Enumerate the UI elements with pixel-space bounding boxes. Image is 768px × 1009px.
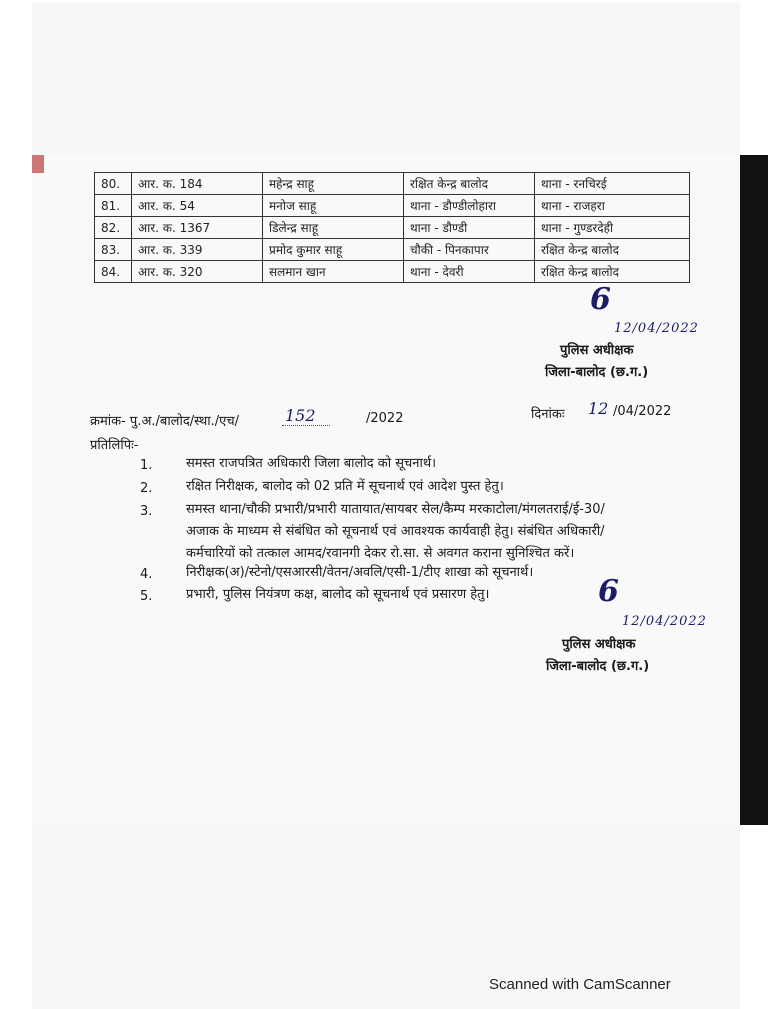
name-cell: मनोज साहू	[263, 195, 404, 217]
table-row	[95, 173, 690, 195]
scanner-watermark: Scanned with CamScanner	[489, 976, 671, 993]
copy-text: रक्षित निरीक्षक, बालोद को 02 प्रति में सूचनार्थ एवं आदेश पुस्त हेतु।	[186, 479, 504, 494]
from-cell: चौकी - पिनकापार	[404, 239, 535, 261]
copy-text: निरीक्षक(अ)/स्टेनो/एसआरसी/वेतन/अवलि/एसी-1/टीए शाखा को सूचनार्थ।	[186, 565, 534, 580]
serial-cell: 82.	[95, 217, 132, 239]
copy-text: समस्त थाना/चौकी प्रभारी/प्रभारी यातायात/सायबर सेल/कैम्प मरकाटोला/मंगलतराई/ई-30/	[186, 502, 605, 517]
name-cell: डिलेन्द्र साहू	[263, 217, 404, 239]
scan-edge-shadow	[740, 155, 768, 825]
copy-number: 2.	[140, 481, 153, 496]
to-cell: रक्षित केन्द्र बालोद	[535, 261, 690, 283]
copy-number: 1.	[140, 458, 153, 473]
signatory-title: पुलिस अधीक्षक	[562, 637, 636, 652]
signatory-district: जिला-बालोद (छ.ग.)	[546, 659, 650, 674]
signatory-title: पुलिस अधीक्षक	[560, 343, 634, 358]
serial-cell: 80.	[95, 173, 132, 195]
order-ref-prefix: क्रमांक- पु.अ./बालोद/स्था./एच/	[90, 414, 239, 429]
rank-cell: आर. क. 54	[132, 195, 263, 217]
table-row	[95, 239, 690, 261]
name-cell: महेन्द्र साहू	[263, 173, 404, 195]
to-cell: रक्षित केन्द्र बालोद	[535, 239, 690, 261]
transfer-table	[94, 172, 690, 283]
name-cell: सलमान खान	[263, 261, 404, 283]
signatory-district: जिला-बालोद (छ.ग.)	[545, 365, 649, 380]
order-date-rest: /04/2022	[613, 404, 672, 419]
ref-blank-line	[282, 424, 330, 426]
copy-text: अजाक के माध्यम से संबंधित को सूचनार्थ एवं आवश्यक कार्यवाही हेतु। संबंधित अधिकारी/	[186, 524, 605, 539]
copy-text: प्रभारी, पुलिस नियंत्रण कक्ष, बालोद को सूचनार्थ एवं प्रसारण हेतु।	[186, 587, 490, 602]
rank-cell: आर. क. 184	[132, 173, 263, 195]
from-cell: थाना - डौण्डीलोहारा	[404, 195, 535, 217]
table-row	[95, 217, 690, 239]
rank-cell: आर. क. 339	[132, 239, 263, 261]
rank-cell: आर. क. 1367	[132, 217, 263, 239]
copy-text: कर्मचारियों को तत्काल आमद/रवानगी देकर रो.सा. से अवगत कराना सुनिश्चित करें।	[186, 546, 575, 561]
to-cell: थाना - गुण्डरदेही	[535, 217, 690, 239]
name-cell: प्रमोद कुमार साहू	[263, 239, 404, 261]
from-cell: थाना - डौण्डी	[404, 217, 535, 239]
signature-date: 12/04/2022	[622, 614, 707, 629]
page-fold-mark	[32, 155, 44, 173]
copy-number: 5.	[140, 589, 153, 604]
order-ref-number: 152	[285, 406, 316, 425]
serial-cell: 83.	[95, 239, 132, 261]
copy-number: 4.	[140, 567, 153, 582]
copy-text: समस्त राजपत्रित अधिकारी जिला बालोद को सूचनार्थ।	[186, 456, 437, 471]
table-row	[95, 261, 690, 283]
table-row	[95, 195, 690, 217]
order-date-day: 12	[588, 399, 609, 418]
signature-mark: 6	[590, 282, 611, 317]
order-date-label: दिनांकः	[531, 407, 565, 422]
from-cell: रक्षित केन्द्र बालोद	[404, 173, 535, 195]
rank-cell: आर. क. 320	[132, 261, 263, 283]
serial-cell: 81.	[95, 195, 132, 217]
copy-number: 3.	[140, 504, 153, 519]
signature-date: 12/04/2022	[614, 321, 699, 336]
from-cell: थाना - देवरी	[404, 261, 535, 283]
to-cell: थाना - राजहरा	[535, 195, 690, 217]
serial-cell: 84.	[95, 261, 132, 283]
copy-to-label: प्रतिलिपिः-	[90, 438, 139, 453]
signature-mark: 6	[598, 574, 619, 609]
to-cell: थाना - रनचिरई	[535, 173, 690, 195]
order-ref-year: /2022	[366, 411, 404, 426]
